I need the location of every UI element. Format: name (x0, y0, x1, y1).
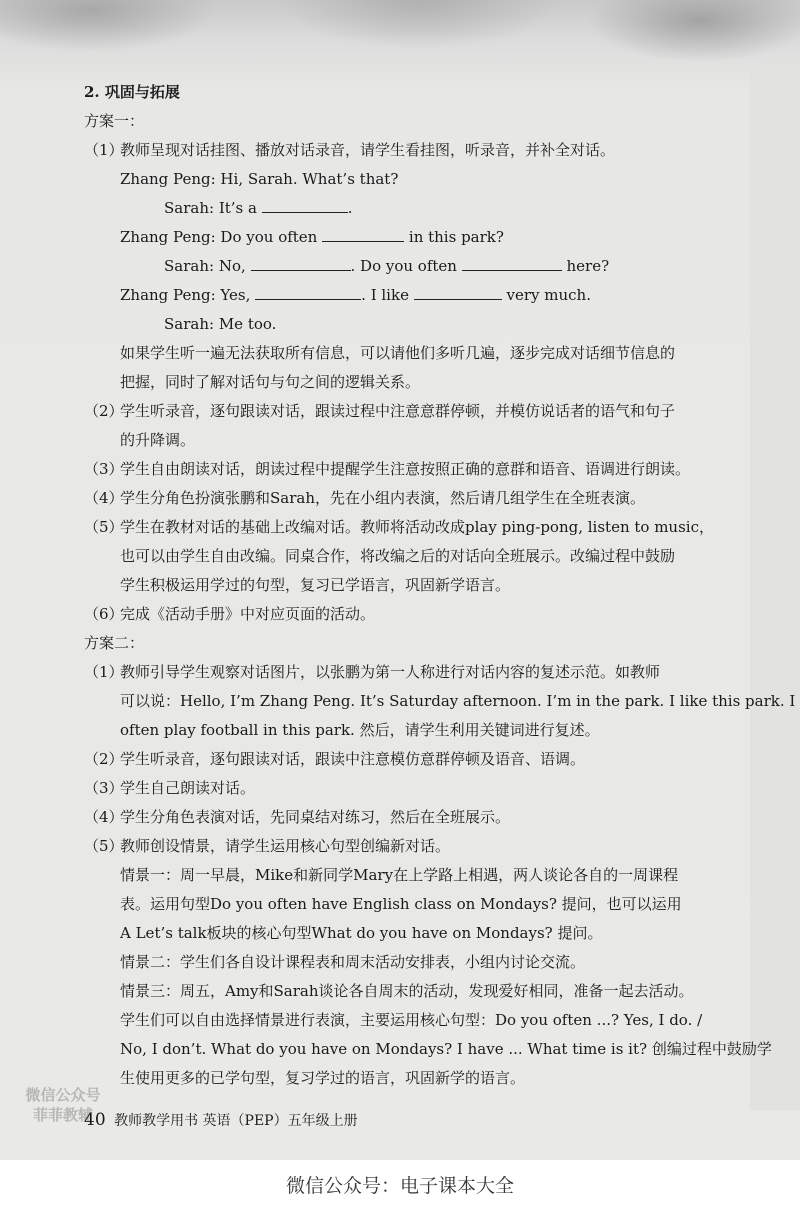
answer-blank (322, 225, 404, 242)
scene-line: 生使用更多的已学句型，复习学过的语言，巩固新学的语言。 (120, 1069, 526, 1087)
scene-line: No, I don’t. What do you have on Mondays? I have ... What time is it? 创编过程中鼓励学 (120, 1040, 772, 1058)
item-text-cont: 的升降调。 (120, 431, 196, 449)
dialogue-line (84, 252, 774, 281)
dialogue-text: . Do you often (350, 257, 462, 275)
item-text-cont: 学生积极运用学过的句型，复习已学语言，巩固新学语言。 (120, 576, 511, 594)
item-number: （2） (84, 402, 124, 420)
item-text: 学生分角色扮演张鹏和Sarah，先在小组内表演，然后请几组学生在全班表演。 (120, 489, 645, 507)
bottom-caption: 微信公众号：电子课本大全 (0, 1160, 800, 1213)
item-number: （5） (84, 518, 124, 536)
plan1-title: 方案一： (84, 112, 145, 130)
plan1-note: 把握，同时了解对话句与句之间的逻辑关系。 (120, 373, 421, 391)
answer-blank (462, 254, 562, 271)
plan1-item-2 (84, 397, 774, 455)
dialogue-text: Sarah: No, (164, 257, 251, 275)
dialogue-text: . I like (361, 286, 414, 304)
decorative-header-art (0, 0, 800, 75)
answer-blank (414, 283, 502, 300)
watermark-line: 菲菲教辅 (32, 1106, 93, 1124)
item-text: 学生听录音，逐句跟读对话，跟读过程中注意意群停顿，并模仿说话者的语气和句子 (120, 402, 676, 420)
plan2-item-3 (84, 774, 774, 803)
item-text: 学生在教材对话的基础上改编对话。教师将活动改成play ping-pong, listen to music， (120, 518, 714, 536)
scene-list (84, 861, 774, 1093)
item-number: （2） (84, 750, 124, 768)
dialogue-line (84, 223, 774, 252)
item-number: （4） (84, 808, 124, 826)
item-text-cont: often play football in this park. 然后，请学生利用关键词进行复述。 (120, 721, 600, 739)
dialogue-text: Zhang Peng: Do you often (120, 228, 323, 246)
scene-line: A Let’s talk板块的核心句型What do you have on Mondays? 提问。 (120, 924, 603, 942)
section-title: 2. 巩固与拓展 (84, 83, 180, 101)
dialogue-line (84, 281, 774, 310)
plan2-item-5 (84, 832, 774, 861)
item-text: 学生听录音，逐句跟读对话，跟读中注意模仿意群停顿及语音、语调。 (120, 750, 586, 768)
book-title: 教师教学用书 英语（PEP）五年级上册 (114, 1113, 358, 1129)
item-text: 完成《活动手册》中对应页面的活动。 (120, 605, 376, 623)
answer-blank (255, 283, 361, 300)
dialogue-line (84, 194, 774, 223)
item-text: 学生分角色表演对话，先同桌结对练习，然后在全班展示。 (120, 808, 511, 826)
item-number: （5） (84, 837, 124, 855)
plan1-item-5 (84, 513, 774, 600)
scene-line: 学生们可以自由选择情景进行表演，主要运用核心句型：Do you often ...? Yes, I do. / (120, 1011, 703, 1029)
plan1-item-4 (84, 484, 774, 513)
plan1-item-6 (84, 600, 774, 629)
plan1-note: 如果学生听一遍无法获取所有信息，可以请他们多听几遍，逐步完成对话细节信息的 (120, 344, 676, 362)
scene-line: 表。运用句型Do you often have English class on Mondays? 提问，也可以运用 (120, 895, 682, 913)
answer-blank (251, 254, 351, 271)
plan2-item-2 (84, 745, 774, 774)
dialogue-text: in this park? (404, 228, 504, 246)
item-text-cont: 可以说：Hello, I’m Zhang Peng. It’s Saturday afternoon. I’m in the park. I like this park. I (120, 692, 796, 710)
item-text: 教师呈现对话挂图、播放对话录音，请学生看挂图，听录音，并补全对话。 (120, 141, 616, 159)
page-number: 40 (84, 1110, 106, 1130)
item-text: 学生自己朗读对话。 (120, 779, 256, 797)
scene-line: 情景一：周一早晨，Mike和新同学Mary在上学路上相遇，两人谈论各自的一周课程 (120, 866, 679, 884)
item-number: （3） (84, 779, 124, 797)
watermark-line: 微信公众号 (25, 1086, 101, 1104)
dialogue-text: . (347, 199, 353, 217)
item-number: （6） (84, 605, 124, 623)
item-text: 教师引导学生观察对话图片，以张鹏为第一人称进行对话内容的复述示范。如教师 (120, 663, 661, 681)
item-text: 学生自由朗读对话，朗读过程中提醒学生注意按照正确的意群和语音、语调进行朗读。 (120, 460, 691, 478)
item-number: （1） (84, 141, 124, 159)
item-text: 教师创设情景，请学生运用核心句型创编新对话。 (120, 837, 451, 855)
plan1-item-3 (84, 455, 774, 484)
item-number: （4） (84, 489, 124, 507)
item-number: （1） (84, 663, 124, 681)
plan2-item-4 (84, 803, 774, 832)
dialogue-text: Sarah: It’s a (164, 199, 262, 217)
dialogue-text: Sarah: Me too. (164, 315, 277, 333)
scene-line: 情景二：学生们各自设计课程表和周末活动安排表，小组内讨论交流。 (120, 953, 586, 971)
answer-blank (262, 196, 348, 213)
plan2-item-1 (84, 658, 796, 745)
dialogue-text: very much. (501, 286, 591, 304)
scene-line: 情景三：周五，Amy和Sarah谈论各自周末的活动，发现爱好相同，准备一起去活动。 (120, 982, 694, 1000)
plan1-item-1 (84, 136, 774, 165)
dialogue-text: Zhang Peng: Yes, (120, 286, 256, 304)
item-number: （3） (84, 460, 124, 478)
dialogue-text: here? (561, 257, 610, 275)
dialogue-line (84, 165, 774, 194)
dialogue-text: Zhang Peng: Hi, Sarah. What’s that? (120, 170, 399, 188)
page-content (84, 78, 796, 1093)
page-footer (84, 1110, 358, 1130)
dialogue-line (84, 310, 774, 339)
item-text-cont: 也可以由学生自由改编。同桌合作，将改编之后的对话向全班展示。改编过程中鼓励 (120, 547, 676, 565)
plan2-title: 方案二： (84, 634, 145, 652)
